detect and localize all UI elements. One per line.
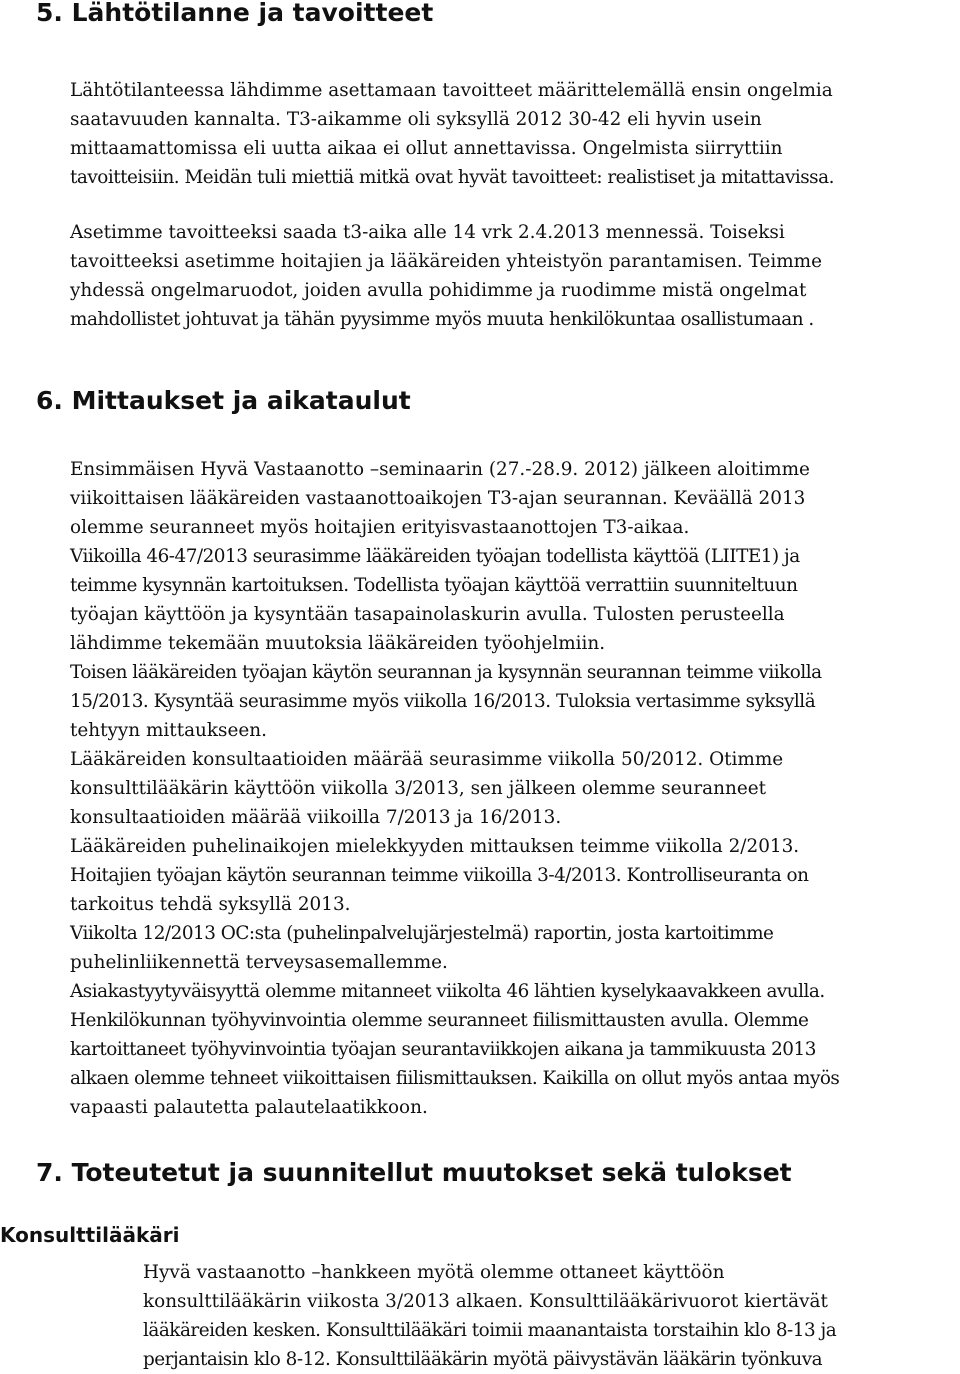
text-line: perjantaisin klo 8-12. Konsulttilääkärin myötä päivystävän lääkärin työnkuva xyxy=(143,1349,823,1370)
text-line: työajan käyttöön ja kysyntään tasapainolaskurin avulla. Tulosten perusteella xyxy=(70,604,785,625)
text-line: mahdollistet johtuvat ja tähän pyysimme myös muuta henkilökuntaa osallistumaan . xyxy=(70,309,814,330)
text-line: yhdessä ongelmaruodot, joiden avulla pohidimme ja ruodimme mistä ongelmat xyxy=(70,280,807,301)
text-line: Hoitajien työajan käytön seurannan teimme viikoilla 3-4/2013. Kontrolliseuranta on xyxy=(70,865,809,886)
text-line: lähdimme tekemään muutoksia lääkäreiden työohjelmiin. xyxy=(70,633,606,654)
text-line: konsulttilääkärin viikosta 3/2013 alkaen. Konsulttilääkärivuorot kiertävät xyxy=(143,1291,828,1312)
text-line: Lääkäreiden puhelinaikojen mielekkyyden mittauksen teimme viikolla 2/2013. xyxy=(70,836,800,857)
text-line: saatavuuden kannalta. T3-aikamme oli syksyllä 2012 30-42 eli hyvin usein xyxy=(70,109,762,130)
text-line: Asiakastyytyväisyyttä olemme mitanneet viikolta 46 lähtien kyselykaavakkeen avulla. xyxy=(70,981,825,1002)
text-line: puhelinliikennettä terveysasemallemme. xyxy=(70,952,448,973)
text-line: Asetimme tavoitteeksi saada t3-aika alle 14 vrk 2.4.2013 mennessä. Toiseksi xyxy=(70,222,785,243)
text-line: olemme seuranneet myös hoitajien erityisvastaanottojen T3-aikaa. xyxy=(70,517,690,538)
text-line: Lähtötilanteessa lähdimme asettamaan tavoitteet määrittelemällä ensin ongelmia xyxy=(70,80,833,101)
section-6-text xyxy=(70,455,839,1122)
text-line: teimme kysynnän kartoituksen. Todellista työajan käyttöä verrattiin suunniteltuun xyxy=(70,575,798,596)
section-7-text xyxy=(143,1258,836,1374)
text-line: tarkoitus tehdä syksyllä 2013. xyxy=(70,894,351,915)
text-line: mittaamattomissa eli uutta aikaa ei ollut annettavissa. Ongelmista siirryttiin xyxy=(70,138,783,159)
text-line: Lääkäreiden konsultaatioiden määrää seurasimme viikolla 50/2012. Otimme xyxy=(70,749,784,770)
section-5-paragraph-2 xyxy=(70,218,822,334)
section-5-heading: 5. Lähtötilanne ja tavoitteet xyxy=(36,0,434,27)
text-line: Henkilökunnan työhyvinvointia olemme seuranneet fiilismittausten avulla. Olemme xyxy=(70,1010,809,1031)
text-line: lääkäreiden kesken. Konsulttilääkäri toimii maanantaista torstaihin klo 8-13 ja xyxy=(143,1320,837,1341)
text-line: Viikolta 12/2013 OC:sta (puhelinpalvelujärjestelmä) raportin, josta kartoitimme xyxy=(70,923,774,944)
text-line: Toisen lääkäreiden työajan käytön seurannan ja kysynnän seurannan teimme viikolla xyxy=(70,662,822,683)
text-line: tehtyyn mittaukseen. xyxy=(70,720,267,741)
text-line: Hyvä vastaanotto –hankkeen myötä olemme ottaneet käyttöön xyxy=(143,1262,725,1283)
text-line: alkaen olemme tehneet viikoittaisen fiilismittauksen. Kaikilla on ollut myös antaa myös xyxy=(70,1068,840,1089)
text-line: viikoittaisen lääkäreiden vastaanottoaikojen T3-ajan seurannan. Keväällä 2013 xyxy=(70,488,806,509)
text-line: Ensimmäisen Hyvä Vastaanotto –seminaarin (27.-28.9. 2012) jälkeen aloitimme xyxy=(70,459,810,480)
text-line: konsultaatioiden määrää viikoilla 7/2013 ja 16/2013. xyxy=(70,807,562,828)
text-line: vapaasti palautetta palautelaatikkoon. xyxy=(70,1097,428,1118)
text-line: Viikoilla 46-47/2013 seurasimme lääkäreiden työajan todellista käyttöä (LIITE1) ja xyxy=(70,546,800,567)
text-line: konsulttilääkärin käyttöön viikolla 3/2013, sen jälkeen olemme seuranneet xyxy=(70,778,766,799)
text-line: tavoitteeksi asetimme hoitajien ja lääkäreiden yhteistyön parantamisen. Teimme xyxy=(70,251,822,272)
section-7-heading: 7. Toteutetut ja suunnitellut muutokset sekä tulokset xyxy=(36,1158,792,1187)
section-5-paragraph-1 xyxy=(70,76,834,192)
subheading-konsulttilaakari: Konsulttilääkäri xyxy=(0,1223,180,1247)
section-6-heading: 6. Mittaukset ja aikataulut xyxy=(36,386,411,415)
text-line: 15/2013. Kysyntää seurasimme myös viikolla 16/2013. Tuloksia vertasimme syksyllä xyxy=(70,691,816,712)
text-line: kartoittaneet työhyvinvointia työajan seurantaviikkojen aikana ja tammikuusta 2013 xyxy=(70,1039,816,1060)
text-line: tavoitteisiin. Meidän tuli miettiä mitkä ovat hyvät tavoitteet: realistiset ja mitattavissa. xyxy=(70,167,834,188)
